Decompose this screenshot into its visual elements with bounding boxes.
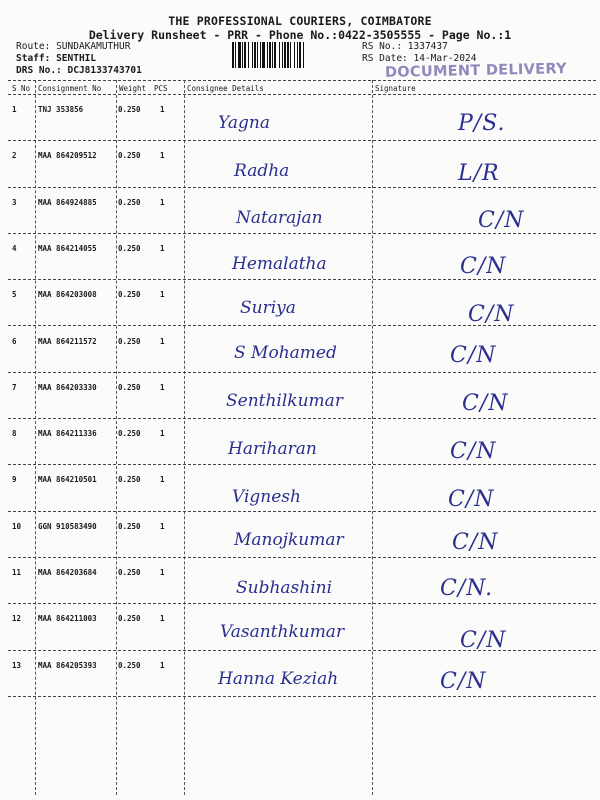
row-consignee-handwritten: Manojkumar: [234, 529, 344, 550]
row-sno: 4: [12, 243, 17, 253]
table-row: [8, 327, 596, 373]
row-weight: 0.250: [118, 151, 141, 161]
row-consignment-no: MAA 864211003: [38, 614, 97, 624]
row-consignment-no: MAA 864209512: [38, 151, 97, 161]
row-consignment-no: MAA 864211336: [38, 429, 97, 439]
staff-value: SENTHIL: [56, 53, 97, 64]
row-sno: 13: [12, 660, 22, 670]
runsheet-table: [8, 80, 596, 795]
rs-no-value: 1337437: [407, 41, 448, 52]
row-signature-handwritten: C/N: [478, 207, 525, 233]
row-consignee-handwritten: Natarajan: [236, 207, 323, 228]
row-pcs: 1: [160, 105, 165, 114]
row-consignment-no: MAA 864211572: [38, 336, 97, 346]
row-sno: 11: [12, 568, 22, 577]
route-label: Route:: [16, 41, 51, 52]
barcode-image: [232, 42, 354, 68]
row-sno: 1: [12, 105, 17, 114]
table-row: [8, 465, 596, 511]
col-header-pcs: PCS: [154, 84, 168, 93]
row-pcs: 1: [160, 197, 165, 207]
table-row: [8, 373, 596, 419]
row-signature-handwritten: C/N: [440, 668, 487, 694]
row-signature-handwritten: C/N: [460, 628, 507, 654]
row-weight: 0.250: [118, 568, 141, 577]
row-signature-handwritten: C/N: [448, 487, 495, 513]
row-consignment-no: MAA 864210501: [38, 475, 97, 485]
row-weight: 0.250: [118, 660, 141, 670]
company-title: THE PROFESSIONAL COURIERS, COIMBATORE: [168, 14, 432, 28]
row-consignment-no: MAA 864205393: [38, 660, 97, 670]
row-weight: 0.250: [118, 105, 141, 114]
row-consignee-handwritten: S Mohamed: [234, 342, 337, 363]
row-pcs: 1: [160, 336, 165, 346]
row-pcs: 1: [160, 151, 165, 161]
row-sno: 6: [12, 336, 17, 346]
row-pcs: 1: [160, 243, 165, 253]
row-consignment-no: MAA 864924885: [38, 197, 97, 207]
row-weight: 0.250: [118, 336, 141, 346]
row-signature-handwritten: C/N: [460, 253, 507, 279]
row-signature-handwritten: L/R: [458, 161, 500, 187]
table-row: [8, 651, 596, 697]
row-pcs: 1: [160, 429, 165, 439]
drs-label: DRS No.:: [16, 65, 62, 76]
row-consignee-handwritten: Hanna Keziah: [218, 668, 339, 689]
row-sno: 7: [12, 382, 17, 392]
row-signature-handwritten: C/N.: [440, 576, 494, 601]
row-pcs: 1: [160, 568, 165, 577]
row-consignment-no: TNJ 353856: [38, 105, 84, 114]
row-consignment-no: MAA 864214055: [38, 243, 97, 253]
row-consignee-handwritten: Vasanthkumar: [220, 622, 345, 643]
table-row: [8, 419, 596, 465]
table-row: [8, 95, 596, 141]
row-sno: 8: [12, 429, 17, 439]
row-pcs: 1: [160, 521, 165, 531]
row-pcs: 1: [160, 382, 165, 392]
row-signature-handwritten: C/N: [452, 529, 499, 555]
rs-no-label: RS No.:: [362, 41, 403, 52]
col-header-weight: Weight: [119, 84, 147, 93]
row-weight: 0.250: [118, 614, 141, 624]
col-header-sno: S No: [12, 84, 31, 93]
row-consignment-no: GGN 910583490: [38, 521, 97, 531]
row-consignment-no: MAA 864203684: [38, 568, 97, 577]
rs-date-value: 14-Mar-2024: [413, 53, 477, 64]
drs-value: DCJ8133743701: [67, 65, 142, 76]
row-consignment-no: MAA 864203330: [38, 382, 97, 392]
route-line: [16, 41, 130, 52]
row-consignee-handwritten: Vignesh: [232, 487, 301, 508]
row-pcs: 1: [160, 475, 165, 485]
staff-line: [16, 53, 96, 64]
row-sno: 2: [12, 151, 17, 161]
rs-date-label: RS Date:: [362, 53, 408, 64]
table-top-border: [8, 80, 596, 81]
row-weight: 0.250: [118, 197, 141, 207]
col-header-consignment: Consignment No: [38, 84, 102, 93]
table-row: [8, 512, 596, 558]
table-row: [8, 141, 596, 187]
row-sno: 5: [12, 290, 17, 300]
row-sno: 3: [12, 197, 17, 207]
row-pcs: 1: [160, 290, 165, 300]
row-signature-handwritten: P/S.: [458, 111, 506, 136]
row-sno: 10: [12, 521, 22, 531]
row-weight: 0.250: [118, 475, 141, 485]
row-weight: 0.250: [118, 243, 141, 253]
table-row: [8, 280, 596, 326]
row-sno: 9: [12, 475, 17, 485]
row-weight: 0.250: [118, 382, 141, 392]
table-row: [8, 558, 596, 604]
row-weight: 0.250: [118, 429, 141, 439]
row-consignee-handwritten: Hemalatha: [232, 253, 327, 274]
row-weight: 0.250: [118, 290, 141, 300]
row-signature-handwritten: C/N: [450, 439, 497, 465]
col-header-signature: Signature: [375, 84, 416, 93]
row-consignee-handwritten: Radha: [234, 161, 290, 182]
table-row: [8, 188, 596, 234]
row-signature-handwritten: C/N: [450, 342, 497, 368]
row-consignee-handwritten: Yagna: [218, 113, 271, 133]
row-pcs: 1: [160, 614, 165, 624]
row-pcs: 1: [160, 660, 165, 670]
col-header-consignee: Consignee Details: [187, 84, 264, 93]
rs-no-line: [362, 41, 448, 52]
route-value: SUNDAKAMUTHUR: [56, 41, 131, 52]
row-signature-handwritten: C/N: [468, 302, 515, 328]
row-divider: [8, 696, 596, 697]
row-consignee-handwritten: Senthilkumar: [226, 390, 343, 411]
row-weight: 0.250: [118, 521, 141, 531]
runsheet-subtitle: Delivery Runsheet - PRR - Phone No.:0422-3505555 - Page No.:1: [88, 28, 512, 42]
table-row: [8, 604, 596, 654]
row-consignee-handwritten: Subhashini: [236, 578, 333, 598]
row-consignee-handwritten: Suriya: [240, 298, 296, 319]
row-consignee-handwritten: Hariharan: [228, 439, 317, 460]
table-row: [8, 234, 596, 280]
row-sno: 12: [12, 614, 22, 624]
drs-line: [16, 65, 142, 76]
row-consignment-no: MAA 864203008: [38, 290, 97, 300]
row-signature-handwritten: C/N: [462, 390, 509, 416]
staff-label: Staff:: [16, 53, 51, 64]
document-delivery-stamp: DOCUMENT DELIVERY: [384, 61, 568, 81]
